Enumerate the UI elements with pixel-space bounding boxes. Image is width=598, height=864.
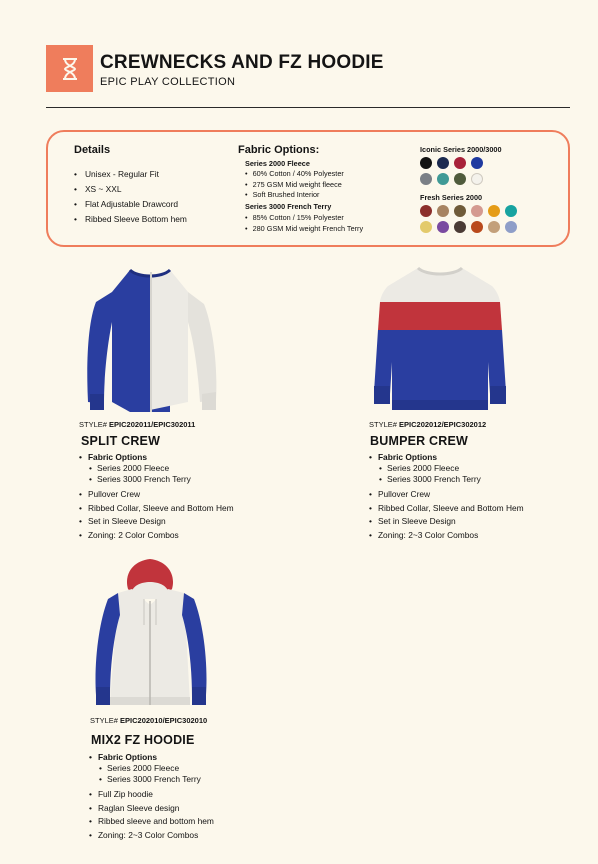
split-crew-image bbox=[78, 262, 222, 412]
fabric-options-heading: • Fabric Options bbox=[369, 452, 524, 463]
bumper-product-name: BUMPER CREW bbox=[370, 434, 469, 448]
color-swatch bbox=[437, 205, 449, 217]
feature-item: • Zoning: 2~3 Color Combos bbox=[369, 529, 524, 543]
details-item: • Flat Adjustable Drawcord bbox=[74, 197, 187, 212]
feature-item: • Pullover Crew bbox=[79, 488, 234, 502]
color-swatch bbox=[471, 221, 483, 233]
details-item: • Unisex - Regular Fit bbox=[74, 167, 187, 182]
details-title: Details bbox=[74, 144, 111, 156]
bumper-crew-image bbox=[370, 262, 510, 412]
color-swatch bbox=[505, 205, 517, 217]
color-swatch bbox=[437, 157, 449, 169]
fabric-options-heading: • Fabric Options bbox=[89, 752, 214, 763]
color-swatch bbox=[471, 205, 483, 217]
split-feature-list bbox=[79, 452, 234, 542]
color-swatch bbox=[437, 173, 449, 185]
feature-item: • Zoning: 2 Color Combos bbox=[79, 529, 234, 543]
fabric-item: • 60% Cotton / 40% Polyester bbox=[245, 169, 344, 180]
split-style-number: STYLE# EPIC202011/EPIC302011 bbox=[79, 420, 196, 429]
split-product-name: SPLIT CREW bbox=[81, 434, 161, 448]
fabric-option: • Series 3000 French Terry bbox=[79, 474, 234, 485]
color-swatch bbox=[488, 221, 500, 233]
header-divider bbox=[46, 107, 570, 108]
page-title: CREWNECKS AND FZ HOODIE bbox=[100, 52, 384, 73]
fabric-option: • Series 3000 French Terry bbox=[89, 774, 214, 785]
iconic-series-title: Iconic Series 2000/3000 bbox=[420, 145, 502, 154]
color-swatch bbox=[420, 221, 432, 233]
hourglass-icon bbox=[60, 57, 80, 81]
fabric-options-heading: • Fabric Options bbox=[79, 452, 234, 463]
feature-item: • Ribbed Collar, Sleeve and Bottom Hem bbox=[369, 502, 524, 516]
feature-item: • Set in Sleeve Design bbox=[369, 515, 524, 529]
fabric-option: • Series 2000 Fleece bbox=[89, 763, 214, 774]
feature-item: • Raglan Sleeve design bbox=[89, 802, 214, 816]
feature-item: • Set in Sleeve Design bbox=[79, 515, 234, 529]
details-item: • XS ~ XXL bbox=[74, 182, 187, 197]
fabric-item: • 275 GSM Mid weight fleece bbox=[245, 180, 344, 191]
feature-item: • Full Zip hoodie bbox=[89, 788, 214, 802]
color-swatch bbox=[454, 221, 466, 233]
bumper-feature-list bbox=[369, 452, 524, 542]
bumper-style-number: STYLE# EPIC202012/EPIC302012 bbox=[369, 420, 487, 429]
page-subtitle: EPIC PLAY COLLECTION bbox=[100, 76, 236, 88]
color-swatch bbox=[471, 173, 483, 185]
hoodie-style-number: STYLE# EPIC202010/EPIC302010 bbox=[90, 716, 208, 725]
fresh-series-title: Fresh Series 2000 bbox=[420, 193, 483, 202]
color-swatch bbox=[505, 221, 517, 233]
color-swatch bbox=[488, 205, 500, 217]
series-2000-list bbox=[245, 169, 344, 201]
feature-item: • Ribbed sleeve and bottom hem bbox=[89, 815, 214, 829]
color-swatch bbox=[471, 157, 483, 169]
color-swatch bbox=[420, 157, 432, 169]
mix2-hoodie-image bbox=[88, 555, 212, 711]
color-swatch bbox=[454, 205, 466, 217]
color-swatch bbox=[437, 221, 449, 233]
color-swatch bbox=[420, 205, 432, 217]
fabric-item: • 280 GSM Mid weight French Terry bbox=[245, 224, 363, 235]
hoodie-feature-list bbox=[89, 752, 214, 842]
feature-item: • Ribbed Collar, Sleeve and Bottom Hem bbox=[79, 502, 234, 516]
color-swatch bbox=[454, 157, 466, 169]
collection-logo bbox=[46, 45, 93, 92]
fabric-option: • Series 3000 French Terry bbox=[369, 474, 524, 485]
color-swatch bbox=[420, 173, 432, 185]
fabric-item: • 85% Cotton / 15% Polyester bbox=[245, 213, 363, 224]
fabric-item: • Soft Brushed Interior bbox=[245, 190, 344, 201]
feature-item: • Zoning: 2~3 Color Combos bbox=[89, 829, 214, 843]
fabric-option: • Series 2000 Fleece bbox=[79, 463, 234, 474]
series-3000-list bbox=[245, 213, 363, 234]
fabric-title: Fabric Options: bbox=[238, 144, 320, 156]
series-2000-title: Series 2000 Fleece bbox=[245, 159, 310, 168]
details-item: • Ribbed Sleeve Bottom hem bbox=[74, 212, 187, 227]
color-swatch bbox=[454, 173, 466, 185]
hoodie-product-name: MIX2 FZ HOODIE bbox=[91, 733, 195, 747]
details-list bbox=[74, 167, 187, 227]
feature-item: • Pullover Crew bbox=[369, 488, 524, 502]
series-3000-title: Series 3000 French Terry bbox=[245, 202, 332, 211]
fabric-option: • Series 2000 Fleece bbox=[369, 463, 524, 474]
